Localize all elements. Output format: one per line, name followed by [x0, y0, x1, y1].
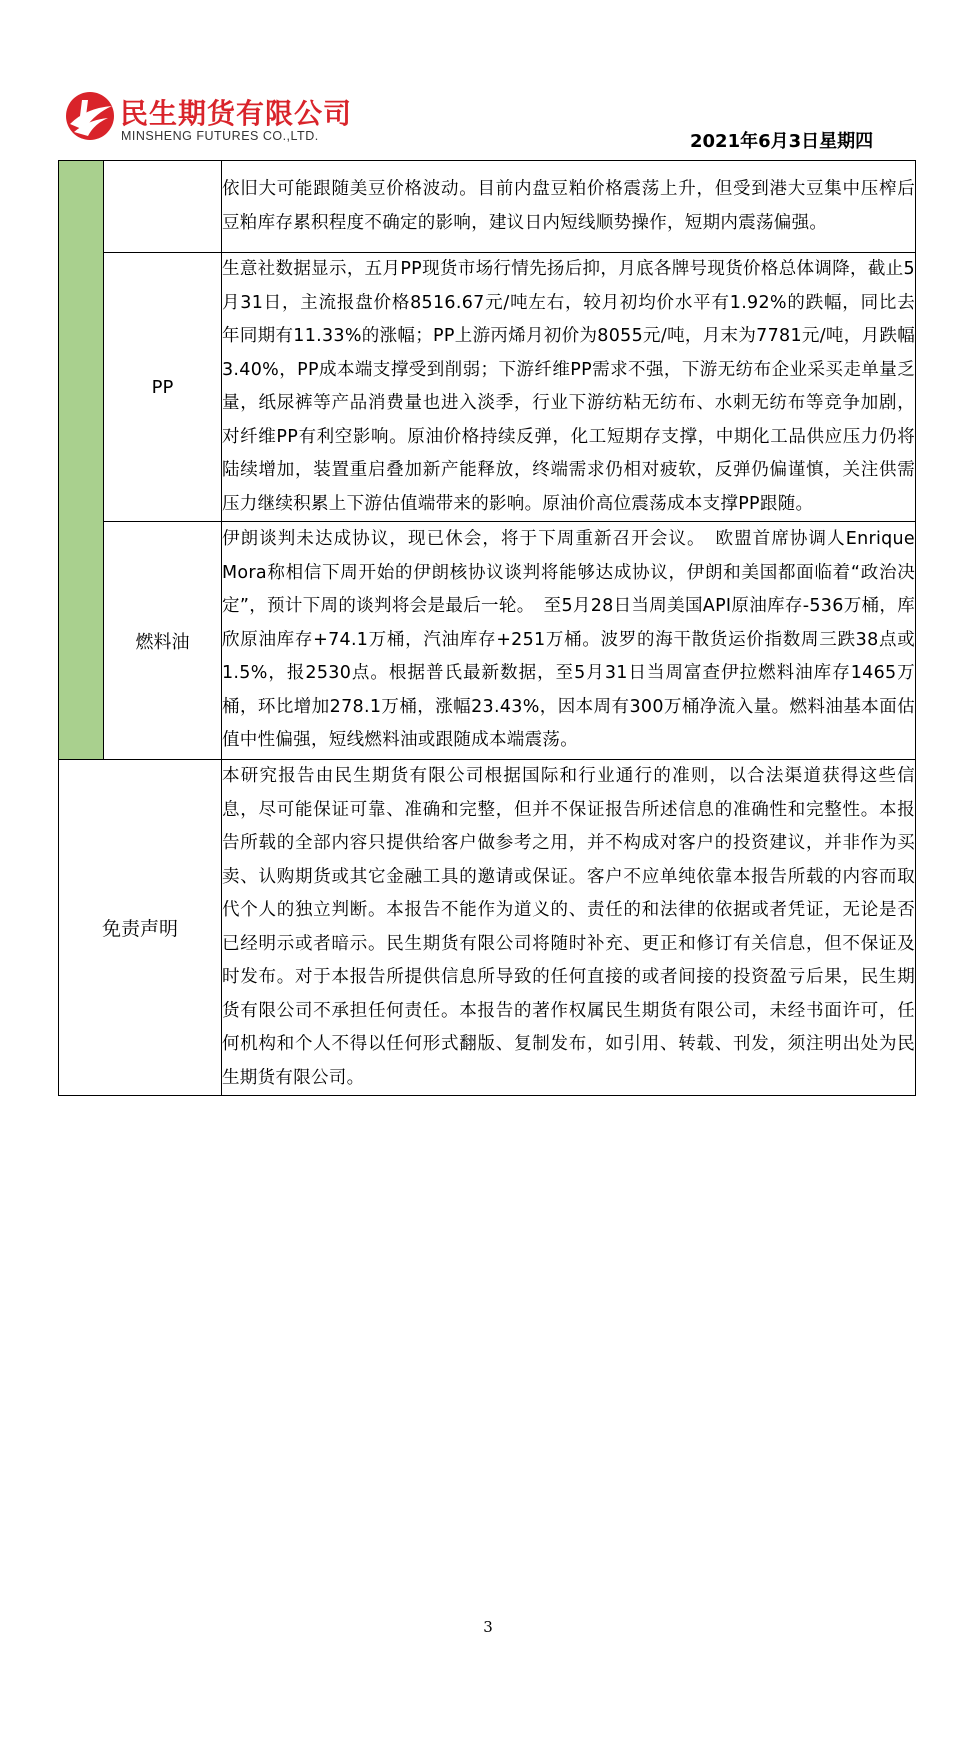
- category-cell: [104, 161, 222, 253]
- disclaimer-text: 本研究报告由民生期货有限公司根据国际和行业通行的准则，以合法渠道获得这些信息，尽可能保证可靠、准确和完整，但并不保证报告所述信息的准确性和完整性。本报告所载的全部内容只提供给客户做参考之用，并不构成对客户的投资建议，并非作为买卖、认购期货或其它金融工具的邀请或保证。客户不应单纯依靠本报告所载的内容而取代个人的独立判断。本报告不能作为道义的、责任的和法律的依据或者凭证，无论是否已经明示或者暗示。民生期货有限公司将随时补充、更正和修订有关信息，但不保证及时发布。对于本报告所提供信息所导致的任何直接的或者间接的投资盈亏后果，民生期货有限公司不承担任何责任。本报告的著作权属民生期货有限公司，未经书面许可，任何机构和个人不得以任何形式翻版、复制发布，如引用、转载、刊发，须注明出处为民生期货有限公司。: [222, 760, 916, 1096]
- company-name-en: MINSHENG FUTURES CO.,LTD.: [121, 129, 319, 143]
- minsheng-logo-icon: [64, 90, 116, 142]
- table-row-fuel-oil: [59, 522, 916, 760]
- analysis-text-pp: 生意社数据显示，五月PP现货市场行情先扬后抑，月底各牌号现货价格总体调降，截止5月31日，主流报盘价格8516.67元/吨左右，较月初均价水平有1.92%的跌幅，同比去年同期有11.33%的涨幅；PP上游丙烯月初价为8055元/吨，月末为7781元/吨，月跌幅3.40%，PP成本端支撑受到削弱；下游纤维PP需求不强，下游无纺布企业采买走单量乏量，纸尿裤等产品消费量也进入淡季，行业下游纺粘无纺布、水刺无纺布等竞争加剧，对纤维PP有利空影响。原油价格持续反弹，化工短期存支撑，中期化工品供应压力仍将陆续增加，装置重启叠加新产能释放，终端需求仍相对疲软，反弹仍偏谨慎，关注供需压力继续积累上下游估值端带来的影响。原油价高位震荡成本支撑PP跟随。: [222, 253, 916, 522]
- green-side-column: [59, 161, 104, 760]
- table-row-disclaimer: [59, 760, 916, 1096]
- table-row-pp: [59, 253, 916, 522]
- category-cell-fuel-oil: 燃料油: [104, 522, 222, 760]
- report-date: 2021年6月3日星期四: [690, 131, 874, 152]
- page-number: 3: [483, 1618, 493, 1636]
- analysis-text-fuel-oil: 伊朗谈判未达成协议，现已休会，将于下周重新召开会议。 欧盟首席协调人Enrique Mora称相信下周开始的伊朗核协议谈判将能够达成协议，伊朗和美国都面临着“政治决定”，预计下周的谈判将会是最后一轮。 至5月28日当周美国API原油库存-536万桶，库欣原油库存+74.1万桶，汽油库存+251万桶。波罗的海干散货运价指数周三跌38点或1.5%，报2530点。根据普氏最新数据，至5月31日当周富查伊拉燃料油库存1465万桶，环比增加278.1万桶，涨幅23.43%，因本周有300万桶净流入量。燃料油基本面估值中性偏强，短线燃料油或跟随成本端震荡。: [222, 522, 916, 760]
- category-cell-pp: PP: [104, 253, 222, 522]
- analysis-text: 依旧大可能跟随美豆价格波动。目前内盘豆粕价格震荡上升，但受到港大豆集中压榨后豆粕库存累积程度不确定的影响，建议日内短线顺势操作，短期内震荡偏强。: [222, 161, 916, 253]
- company-logo: [64, 90, 364, 150]
- table-row-soymeal: [59, 161, 916, 253]
- report-table: [58, 160, 916, 1096]
- disclaimer-label: 免责声明: [59, 760, 222, 1096]
- company-name-cn: 民生期货有限公司: [120, 97, 353, 130]
- page-header: [0, 0, 976, 160]
